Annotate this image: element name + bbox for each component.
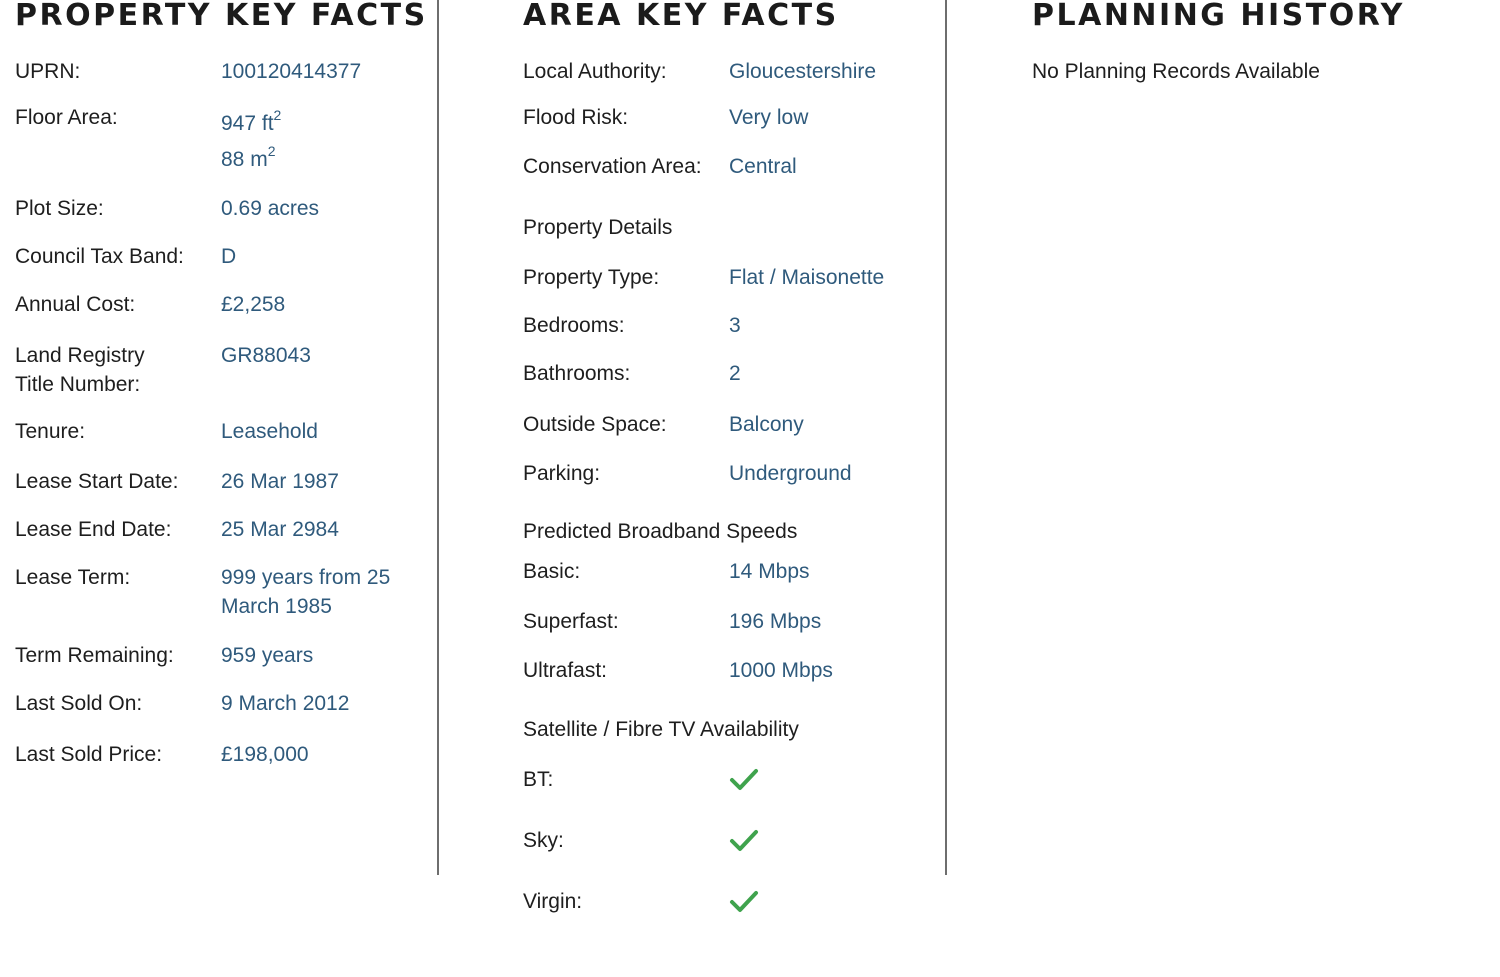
broadband-superfast-label: Superfast: — [523, 610, 619, 633]
floor-area-ft-text: 947 ft — [221, 112, 274, 135]
floor-area-m-text: 88 m — [221, 148, 268, 171]
tv-availability-heading: Satellite / Fibre TV Availability — [523, 718, 799, 741]
lease-term-value: 999 years from 25 — [221, 566, 391, 589]
lease-term-label: Lease Term: — [15, 566, 131, 589]
lease-end-label: Lease End Date: — [15, 518, 172, 541]
last-sold-on-value: 9 March 2012 — [221, 692, 350, 715]
flood-risk-value: Very low — [729, 106, 809, 129]
conservation-area-label: Conservation Area: — [523, 155, 702, 178]
bedrooms-value: 3 — [729, 314, 741, 337]
column-divider-1 — [437, 0, 439, 875]
uprn-label: UPRN: — [15, 60, 81, 83]
last-sold-price-label: Last Sold Price: — [15, 743, 163, 766]
tv-sky-label: Sky: — [523, 829, 564, 852]
bathrooms-value: 2 — [729, 362, 741, 385]
planning-history-heading: PLANNING HISTORY — [1032, 0, 1405, 33]
column-divider-2 — [945, 0, 947, 875]
flood-risk-label: Flood Risk: — [523, 106, 629, 129]
check-icon — [729, 767, 759, 793]
title-number-label: Title Number: — [15, 373, 141, 396]
tv-virgin-label: Virgin: — [523, 890, 583, 913]
lease-end-value: 25 Mar 2984 — [221, 518, 339, 541]
uprn-value: 100120414377 — [221, 60, 362, 83]
local-authority-value: Gloucestershire — [729, 60, 877, 83]
property-details-heading: Property Details — [523, 216, 673, 239]
floor-area-ft-sup: 2 — [273, 107, 282, 123]
last-sold-on-label: Last Sold On: — [15, 692, 143, 715]
parking-value: Underground — [729, 462, 852, 485]
land-registry-value: GR88043 — [221, 344, 311, 367]
outside-space-value: Balcony — [729, 413, 804, 436]
tv-bt-label: BT: — [523, 768, 554, 791]
floor-area-label: Floor Area: — [15, 106, 118, 129]
check-icon — [729, 828, 759, 854]
check-icon — [729, 889, 759, 915]
property-type-label: Property Type: — [523, 266, 660, 289]
lease-term-value-line2: March 1985 — [221, 595, 332, 618]
property-type-value: Flat / Maisonette — [729, 266, 885, 289]
term-remaining-label: Term Remaining: — [15, 644, 174, 667]
lease-start-value: 26 Mar 1987 — [221, 470, 339, 493]
council-tax-band-value: D — [221, 245, 237, 268]
plot-size-value: 0.69 acres — [221, 197, 320, 220]
annual-cost-label: Annual Cost: — [15, 293, 136, 316]
conservation-area-value: Central — [729, 155, 797, 178]
term-remaining-value: 959 years — [221, 644, 314, 667]
bathrooms-label: Bathrooms: — [523, 362, 631, 385]
tenure-value: Leasehold — [221, 420, 318, 443]
floor-area-m-value — [221, 145, 275, 174]
council-tax-band-label: Council Tax Band: — [15, 245, 184, 268]
lease-start-label: Lease Start Date: — [15, 470, 179, 493]
bedrooms-label: Bedrooms: — [523, 314, 625, 337]
local-authority-label: Local Authority: — [523, 60, 667, 83]
plot-size-label: Plot Size: — [15, 197, 104, 220]
broadband-ultrafast-label: Ultrafast: — [523, 659, 608, 682]
area-key-facts-heading: AREA KEY FACTS — [523, 0, 839, 33]
broadband-basic-label: Basic: — [523, 560, 581, 583]
land-registry-label: Land Registry — [15, 344, 145, 367]
floor-area-m-sup: 2 — [267, 143, 276, 159]
property-key-facts-heading: PROPERTY KEY FACTS — [15, 0, 428, 33]
floor-area-ft-value — [221, 109, 281, 138]
parking-label: Parking: — [523, 462, 601, 485]
outside-space-label: Outside Space: — [523, 413, 667, 436]
broadband-heading: Predicted Broadband Speeds — [523, 520, 798, 543]
broadband-ultrafast-value: 1000 Mbps — [729, 659, 833, 682]
broadband-basic-value: 14 Mbps — [729, 560, 810, 583]
last-sold-price-value: £198,000 — [221, 743, 309, 766]
annual-cost-value: £2,258 — [221, 293, 286, 316]
tenure-label: Tenure: — [15, 420, 86, 443]
planning-history-text: No Planning Records Available — [1032, 60, 1320, 83]
broadband-superfast-value: 196 Mbps — [729, 610, 822, 633]
